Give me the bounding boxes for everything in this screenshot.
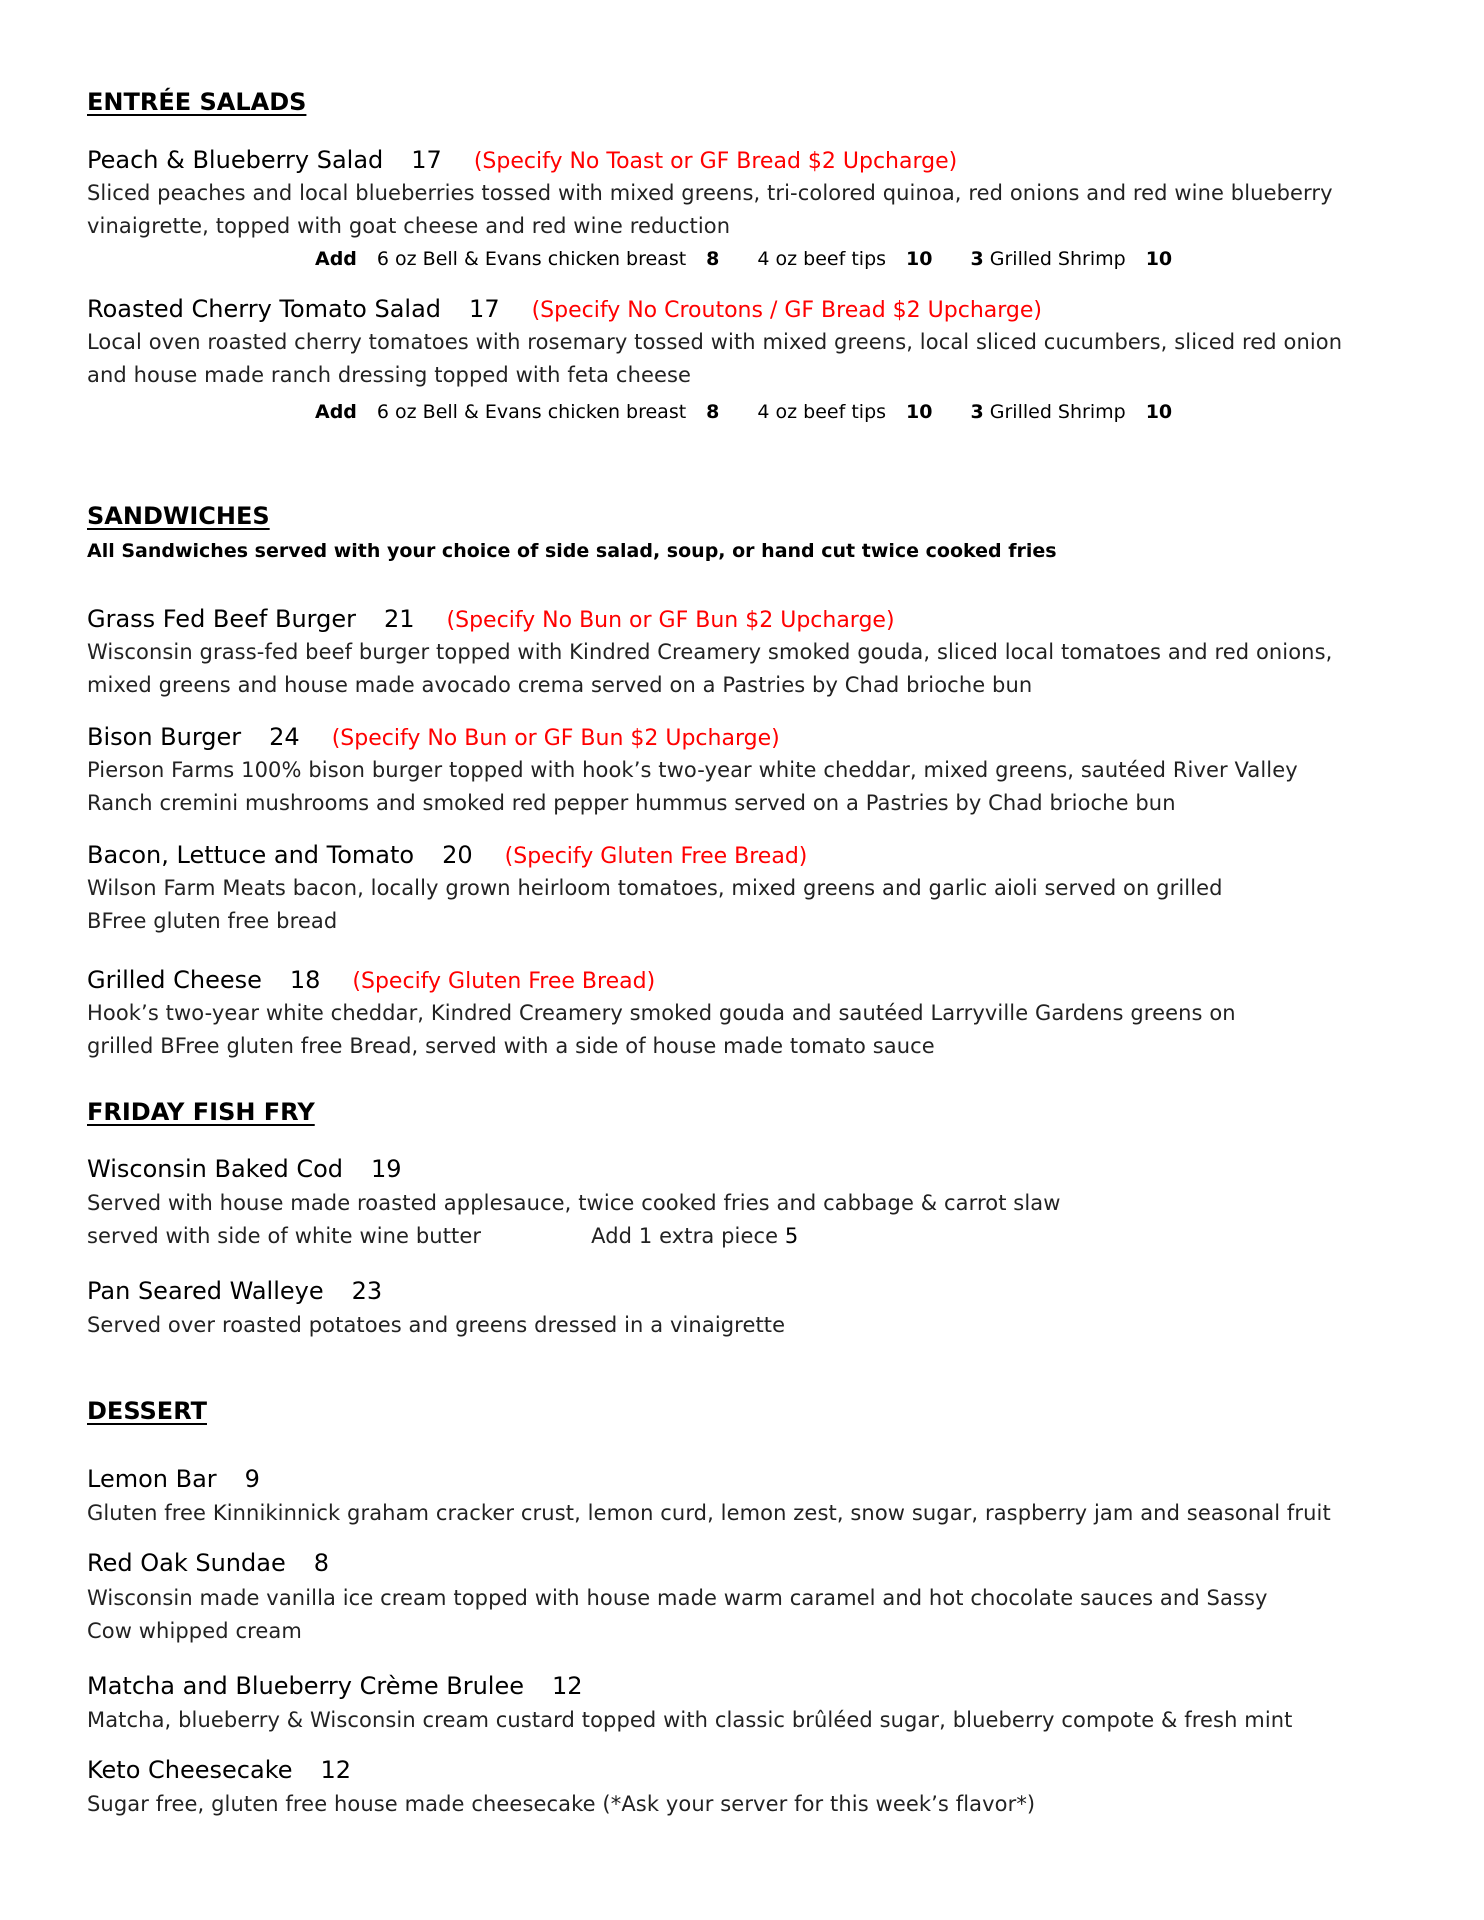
item-description: [87, 1187, 1407, 1253]
item-price: 12: [551, 1672, 583, 1700]
menu-item-title: [87, 1672, 583, 1700]
item-description: [87, 1497, 1407, 1530]
item-dietary-note: (Specify No Bun or GF Bun $2 Upcharge): [446, 608, 895, 633]
section-title-dessert: DESSERT: [87, 1397, 207, 1425]
description-line: mixed greens and house made avocado crema served on a Pastries by Chad brioche bun: [87, 673, 1033, 697]
description-line: Served with house made roasted applesauce, twice cooked fries and cabbage & carrot slaw: [87, 1191, 1061, 1215]
salad-addons: [315, 401, 1172, 423]
item-name: Bacon, Lettuce and Tomato: [87, 841, 415, 869]
description-line: Wisconsin made vanilla ice cream topped with house made warm caramel and hot chocolate sauces and Sassy: [87, 1586, 1268, 1610]
item-name: Matcha and Blueberry Crème Brulee: [87, 1672, 524, 1700]
item-name: Roasted Cherry Tomato Salad: [87, 295, 442, 323]
item-dietary-note: (Specify No Bun or GF Bun $2 Upcharge): [331, 726, 780, 751]
menu-item-title: [87, 841, 807, 869]
section-title-fish-fry: FRIDAY FISH FRY: [87, 1098, 315, 1126]
sandwiches-side-note: All Sandwiches served with your choice of side salad, soup, or hand cut twice cooked fries: [87, 540, 1057, 562]
extra-piece: [591, 1220, 798, 1253]
item-dietary-note: (Specify Gluten Free Bread): [504, 844, 808, 869]
description-line: Sliced peaches and local blueberries tossed with mixed greens, tri-colored quinoa, red onions and red wine blueberry: [87, 181, 1333, 205]
item-price: 24: [269, 723, 300, 751]
menu-item-title: [87, 295, 1042, 323]
item-name: Grilled Cheese: [87, 966, 262, 994]
item-name: Keto Cheesecake: [87, 1756, 293, 1784]
menu-item-title: [87, 605, 895, 633]
item-price: 23: [351, 1277, 383, 1305]
item-name: Bison Burger: [87, 723, 242, 751]
description-line: Sugar free, gluten free house made cheesecake (*Ask your server for this week’s flavor*): [87, 1792, 1036, 1816]
menu-item-title: [87, 146, 957, 174]
description-line: Hook’s two-year white cheddar, Kindred Creamery smoked gouda and sautéed Larryville Gardens greens on: [87, 1001, 1236, 1025]
item-name: Peach & Blueberry Salad: [87, 146, 384, 174]
description-line: Matcha, blueberry & Wisconsin cream custard topped with classic brûléed sugar, blueberry compote & fresh mint: [87, 1708, 1293, 1732]
menu-item-title: [87, 1756, 351, 1784]
description-line: Cow whipped cream: [87, 1619, 302, 1643]
menu-item-title: [87, 1465, 260, 1493]
addon-shrimp-qty: 3: [970, 401, 984, 423]
description-line: Served over roasted potatoes and greens dressed in a vinaigrette: [87, 1313, 786, 1337]
addon-beef-price: 10: [906, 248, 933, 270]
addon-chicken: 6 oz Bell & Evans chicken breast: [376, 401, 687, 423]
addon-shrimp-qty: 3: [970, 248, 984, 270]
menu-item-title: [87, 1155, 402, 1183]
item-price: 17: [411, 146, 442, 174]
menu-item-title: [87, 723, 780, 751]
item-price: 12: [320, 1756, 352, 1784]
description-line: BFree gluten free bread: [87, 909, 338, 933]
description-line: Pierson Farms 100% bison burger topped with hook’s two-year white cheddar, mixed greens, sautéed River Valley: [87, 758, 1298, 782]
item-description: [87, 1582, 1407, 1648]
menu-item-title: [87, 1549, 329, 1577]
item-dietary-note: (Specify No Toast or GF Bread $2 Upcharge): [473, 149, 958, 174]
salad-addons: [315, 248, 1172, 270]
addon-label: Add: [315, 401, 357, 423]
item-description: [87, 1309, 1407, 1342]
item-description: [87, 1704, 1407, 1737]
addon-shrimp-price: 10: [1145, 401, 1173, 423]
item-dietary-note: (Specify Gluten Free Bread): [352, 969, 656, 994]
item-price: 18: [289, 966, 321, 994]
extra-piece-label: Add 1 extra piece: [591, 1224, 779, 1248]
extra-piece-price: 5: [784, 1224, 799, 1248]
addon-shrimp: Grilled Shrimp: [989, 248, 1126, 270]
description-line: Wisconsin grass-fed beef burger topped with Kindred Creamery smoked gouda, sliced local tomatoes and red onions,: [87, 640, 1333, 664]
addon-label: Add: [315, 248, 357, 270]
item-description: [87, 754, 1407, 820]
description-text: served with side of white wine butter: [87, 1224, 482, 1248]
item-name: Pan Seared Walleye: [87, 1277, 324, 1305]
addon-beef: 4 oz beef tips: [757, 401, 887, 423]
menu-item-title: [87, 1277, 382, 1305]
description-line: and house made ranch dressing topped with feta cheese: [87, 363, 692, 387]
addon-chicken-price: 8: [706, 248, 720, 270]
item-description: [87, 177, 1407, 243]
addon-beef: 4 oz beef tips: [757, 248, 887, 270]
menu-item-title: [87, 966, 655, 994]
section-title-sandwiches: SANDWICHES: [87, 502, 270, 530]
item-name: Lemon Bar: [87, 1465, 217, 1493]
description-line: [87, 1220, 1407, 1253]
item-price: 17: [469, 295, 500, 323]
item-price: 21: [384, 605, 415, 633]
addon-shrimp: Grilled Shrimp: [989, 401, 1126, 423]
addon-shrimp-price: 10: [1145, 248, 1173, 270]
description-line: Gluten free Kinnikinnick graham cracker crust, lemon curd, lemon zest, snow sugar, raspberry jam and seasonal fruit: [87, 1501, 1331, 1525]
addon-beef-price: 10: [906, 401, 933, 423]
description-line: Ranch cremini mushrooms and smoked red pepper hummus served on a Pastries by Chad brioche bun: [87, 791, 1176, 815]
item-description: [87, 872, 1407, 938]
item-name: Grass Fed Beef Burger: [87, 605, 356, 633]
item-description: [87, 1788, 1407, 1821]
item-price: 19: [371, 1155, 402, 1183]
item-price: 8: [313, 1549, 329, 1577]
item-dietary-note: (Specify No Croutons / GF Bread $2 Upcharge): [531, 298, 1042, 323]
description-line: vinaigrette, topped with goat cheese and red wine reduction: [87, 214, 731, 238]
item-price: 20: [442, 841, 473, 869]
item-description: [87, 326, 1407, 392]
item-description: [87, 636, 1407, 702]
description-line: Local oven roasted cherry tomatoes with rosemary tossed with mixed greens, local sliced cucumbers, sliced red onion: [87, 330, 1343, 354]
item-price: 9: [244, 1465, 260, 1493]
description-line: grilled BFree gluten free Bread, served with a side of house made tomato sauce: [87, 1034, 935, 1058]
item-name: Red Oak Sundae: [87, 1549, 286, 1577]
section-title-entree-salads: ENTRÉE SALADS: [87, 88, 307, 116]
item-name: Wisconsin Baked Cod: [87, 1155, 343, 1183]
addon-chicken-price: 8: [706, 401, 720, 423]
item-description: [87, 997, 1407, 1063]
addon-chicken: 6 oz Bell & Evans chicken breast: [376, 248, 687, 270]
description-line: Wilson Farm Meats bacon, locally grown heirloom tomatoes, mixed greens and garlic aioli served on grilled: [87, 876, 1223, 900]
